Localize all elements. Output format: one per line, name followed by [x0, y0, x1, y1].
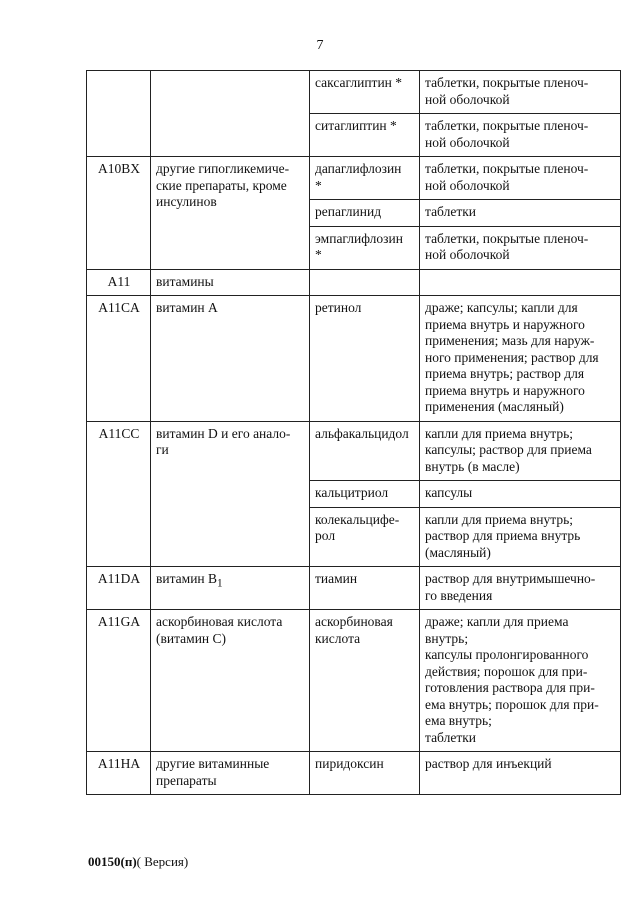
document-code: 00150(п) — [88, 854, 137, 869]
atc-code-cell: A11CA — [87, 296, 151, 422]
dosage-form-cell: капли для приема внутрь; капсулы; раствор для приема внутрь (в масле) — [420, 421, 621, 481]
drug-name-cell: кальцитриол — [310, 481, 420, 508]
group-name-cell — [151, 71, 310, 157]
footer — [88, 854, 188, 870]
atc-code-cell: A11 — [87, 269, 151, 296]
table-row — [87, 421, 621, 481]
dosage-form-cell: таблетки, покрытые пленоч- ной оболочкой — [420, 114, 621, 157]
table-row — [87, 296, 621, 422]
drug-table — [86, 70, 621, 795]
dosage-form-cell: таблетки, покрытые пленоч- ной оболочкой — [420, 157, 621, 200]
drug-name-cell: ретинол — [310, 296, 420, 422]
drug-name-cell — [310, 269, 420, 296]
drug-name-cell: эмпаглифлозин * — [310, 226, 420, 269]
group-name-cell: витамин А — [151, 296, 310, 422]
group-name-cell: другие гипогликемиче- ские препараты, кроме инсулинов — [151, 157, 310, 270]
atc-code-cell: A11GA — [87, 610, 151, 752]
atc-code-cell — [87, 71, 151, 157]
dosage-form-cell: таблетки, покрытые пленоч- ной оболочкой — [420, 71, 621, 114]
drug-name-cell: альфакальцидол — [310, 421, 420, 481]
drug-name-cell: репаглинид — [310, 200, 420, 227]
table-row — [87, 752, 621, 795]
dosage-form-cell: раствор для инъекций — [420, 752, 621, 795]
dosage-form-cell — [420, 269, 621, 296]
atc-code-cell: A10BX — [87, 157, 151, 270]
dosage-form-cell: драже; капли для приема внутрь; капсулы пролонгированного действия; порошок для при- готовления раствора для при- ема внутрь; порошок для при- ема внутрь; таблетки — [420, 610, 621, 752]
group-name-cell: витамины — [151, 269, 310, 296]
table-row — [87, 157, 621, 200]
table-row — [87, 567, 621, 610]
dosage-form-cell: таблетки, покрытые пленоч- ной оболочкой — [420, 226, 621, 269]
group-name-cell: аскорбиновая кислота (витамин С) — [151, 610, 310, 752]
table-row — [87, 610, 621, 752]
dosage-form-cell: таблетки — [420, 200, 621, 227]
atc-code-cell: A11CC — [87, 421, 151, 567]
drug-name-cell: ситаглиптин * — [310, 114, 420, 157]
drug-name-cell: тиамин — [310, 567, 420, 610]
drug-name-cell: пиридоксин — [310, 752, 420, 795]
version-label: ( Версия) — [136, 854, 189, 869]
atc-code-cell: A11HA — [87, 752, 151, 795]
dosage-form-cell: раствор для внутримышечно- го введения — [420, 567, 621, 610]
group-name-cell: другие витаминные препараты — [151, 752, 310, 795]
table-row — [87, 71, 621, 114]
dosage-form-cell: драже; капсулы; капли для приема внутрь и наружного применения; мазь для наруж- ного применения; раствор для приема внутрь; раствор для приема внутрь и наружного применения (масляный) — [420, 296, 621, 422]
drug-name-cell: дапаглифлозин * — [310, 157, 420, 200]
atc-code-cell: A11DA — [87, 567, 151, 610]
page-number: 7 — [316, 38, 324, 53]
dosage-form-cell: капли для приема внутрь; раствор для приема внутрь (масляный) — [420, 507, 621, 567]
table-row — [87, 269, 621, 296]
dosage-form-cell: капсулы — [420, 481, 621, 508]
group-name-subscript: 1 — [217, 577, 223, 590]
group-name-cell — [151, 567, 310, 610]
drug-name-cell: саксаглиптин * — [310, 71, 420, 114]
group-name-cell: витамин D и его анало- ги — [151, 421, 310, 567]
drug-name-cell: колекальцифе- рол — [310, 507, 420, 567]
drug-name-cell: аскорбиновая кислота — [310, 610, 420, 752]
group-name-text: витамин B — [156, 571, 218, 586]
